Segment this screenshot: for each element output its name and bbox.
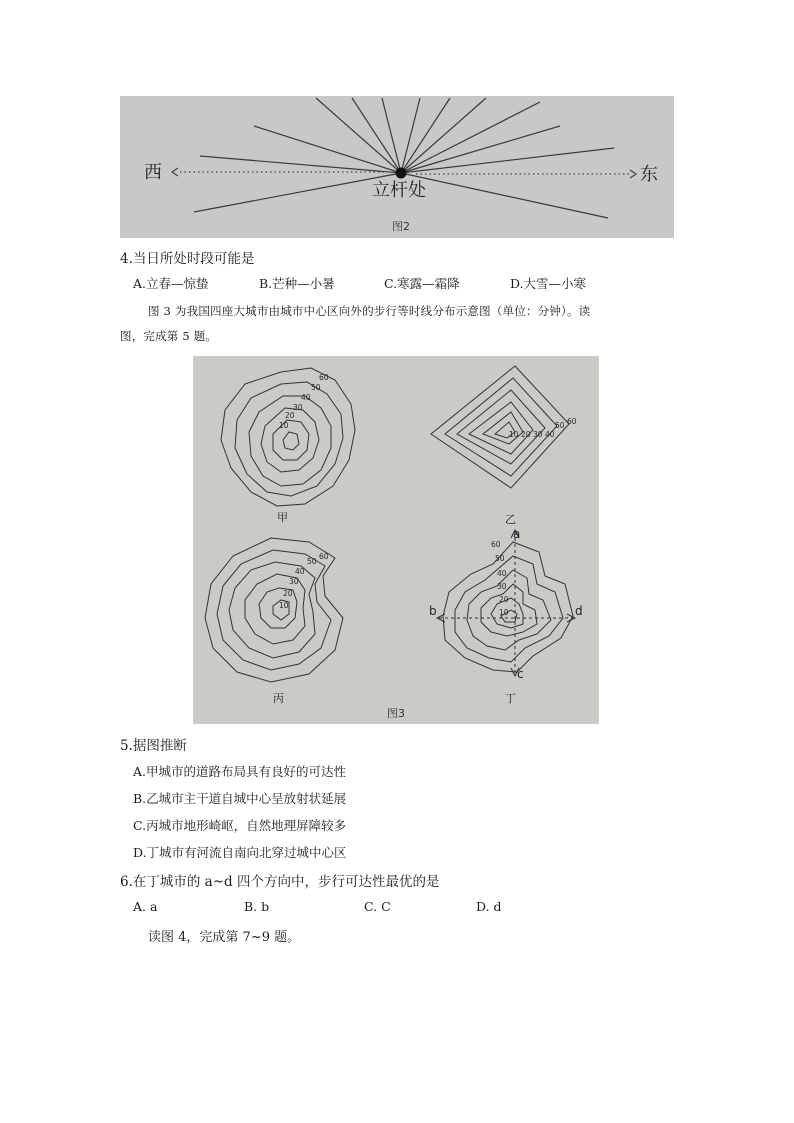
q4-option-d: D.大雪—小寒 xyxy=(510,276,587,291)
bing-label-10: 10 xyxy=(279,601,289,610)
bing-label-20: 20 xyxy=(283,589,293,598)
bing-label-60: 60 xyxy=(319,552,329,561)
question-5-stem: 5.据图推断 xyxy=(120,738,187,754)
q6-option-c: C. C xyxy=(364,899,391,914)
figure-2-caption: 图2 xyxy=(392,220,410,233)
yi-label-20: 20 xyxy=(521,430,531,439)
q6-option-a: A. a xyxy=(133,899,158,914)
east-label: 东 xyxy=(640,164,658,185)
yi-label-10: 10 xyxy=(509,430,519,439)
q4-option-a: A.立春—惊蛰 xyxy=(133,276,209,291)
city-bing-label: 丙 xyxy=(273,692,284,705)
jia-label-50: 50 xyxy=(311,383,321,392)
direction-c: c xyxy=(517,667,524,681)
figure-3-photo xyxy=(193,356,599,724)
q6-option-b: B. b xyxy=(244,899,270,914)
jia-label-40: 40 xyxy=(301,393,311,402)
pole-label: 立杆处 xyxy=(372,180,426,201)
q4-option-c: C.寒露—霜降 xyxy=(384,276,460,291)
q5-option-a: A.甲城市的道路布局具有良好的可达性 xyxy=(133,764,347,779)
yi-label-60: 60 xyxy=(567,417,577,426)
figure-3-caption: 图3 xyxy=(387,707,405,720)
city-ding-contours xyxy=(443,542,573,672)
city-yi-contours xyxy=(431,366,569,488)
ding-label-20: 20 xyxy=(499,595,509,604)
city-yi-label: 乙 xyxy=(505,513,516,526)
jia-label-60: 60 xyxy=(319,373,329,382)
ding-label-60: 60 xyxy=(491,540,501,549)
figure-2-photo xyxy=(120,96,674,238)
city-jia-contours xyxy=(221,368,355,506)
isochrone-maps xyxy=(193,356,599,724)
pole-point xyxy=(396,168,407,179)
jia-label-10: 10 xyxy=(279,421,289,430)
intro-q7-9: 读图 4，完成第 7~9 题。 xyxy=(148,930,301,945)
city-jia-label: 甲 xyxy=(277,511,288,524)
ding-label-40: 40 xyxy=(497,569,507,578)
shadow-diagram xyxy=(120,96,674,238)
question-4-stem: 4.当日所处时段可能是 xyxy=(120,251,255,267)
west-label: 西 xyxy=(144,162,162,183)
jia-label-30: 30 xyxy=(293,403,303,412)
bing-label-50: 50 xyxy=(307,557,317,566)
intro-q5-line2: 图，完成第 5 题。 xyxy=(120,329,218,343)
yi-label-40: 40 xyxy=(545,430,555,439)
q5-option-c: C.丙城市地形崎岖，自然地理屏障较多 xyxy=(133,818,347,833)
ding-label-10: 10 xyxy=(499,608,509,617)
intro-q5-line1: 图 3 为我国四座大城市由城市中心区向外的步行等时线分布示意图（单位：分钟）。读 xyxy=(148,304,591,318)
city-ding-label: 丁 xyxy=(505,692,516,705)
yi-label-50: 50 xyxy=(555,421,565,430)
q6-option-d: D. d xyxy=(476,899,502,914)
direction-a: a xyxy=(513,527,521,541)
direction-d: d xyxy=(575,604,583,618)
question-6-stem: 6.在丁城市的 a~d 四个方向中，步行可达性最优的是 xyxy=(120,874,440,890)
jia-label-20: 20 xyxy=(285,411,295,420)
direction-b: b xyxy=(429,604,437,618)
yi-label-30: 30 xyxy=(533,430,543,439)
ding-label-50: 50 xyxy=(495,554,505,563)
bing-label-30: 30 xyxy=(289,577,299,586)
ding-label-30: 30 xyxy=(497,582,507,591)
bing-label-40: 40 xyxy=(295,567,305,576)
q4-option-b: B.芒种—小暑 xyxy=(259,276,335,291)
q5-option-b: B.乙城市主干道自城中心呈放射状延展 xyxy=(133,791,347,806)
q5-option-d: D.丁城市有河流自南向北穿过城中心区 xyxy=(133,845,347,860)
